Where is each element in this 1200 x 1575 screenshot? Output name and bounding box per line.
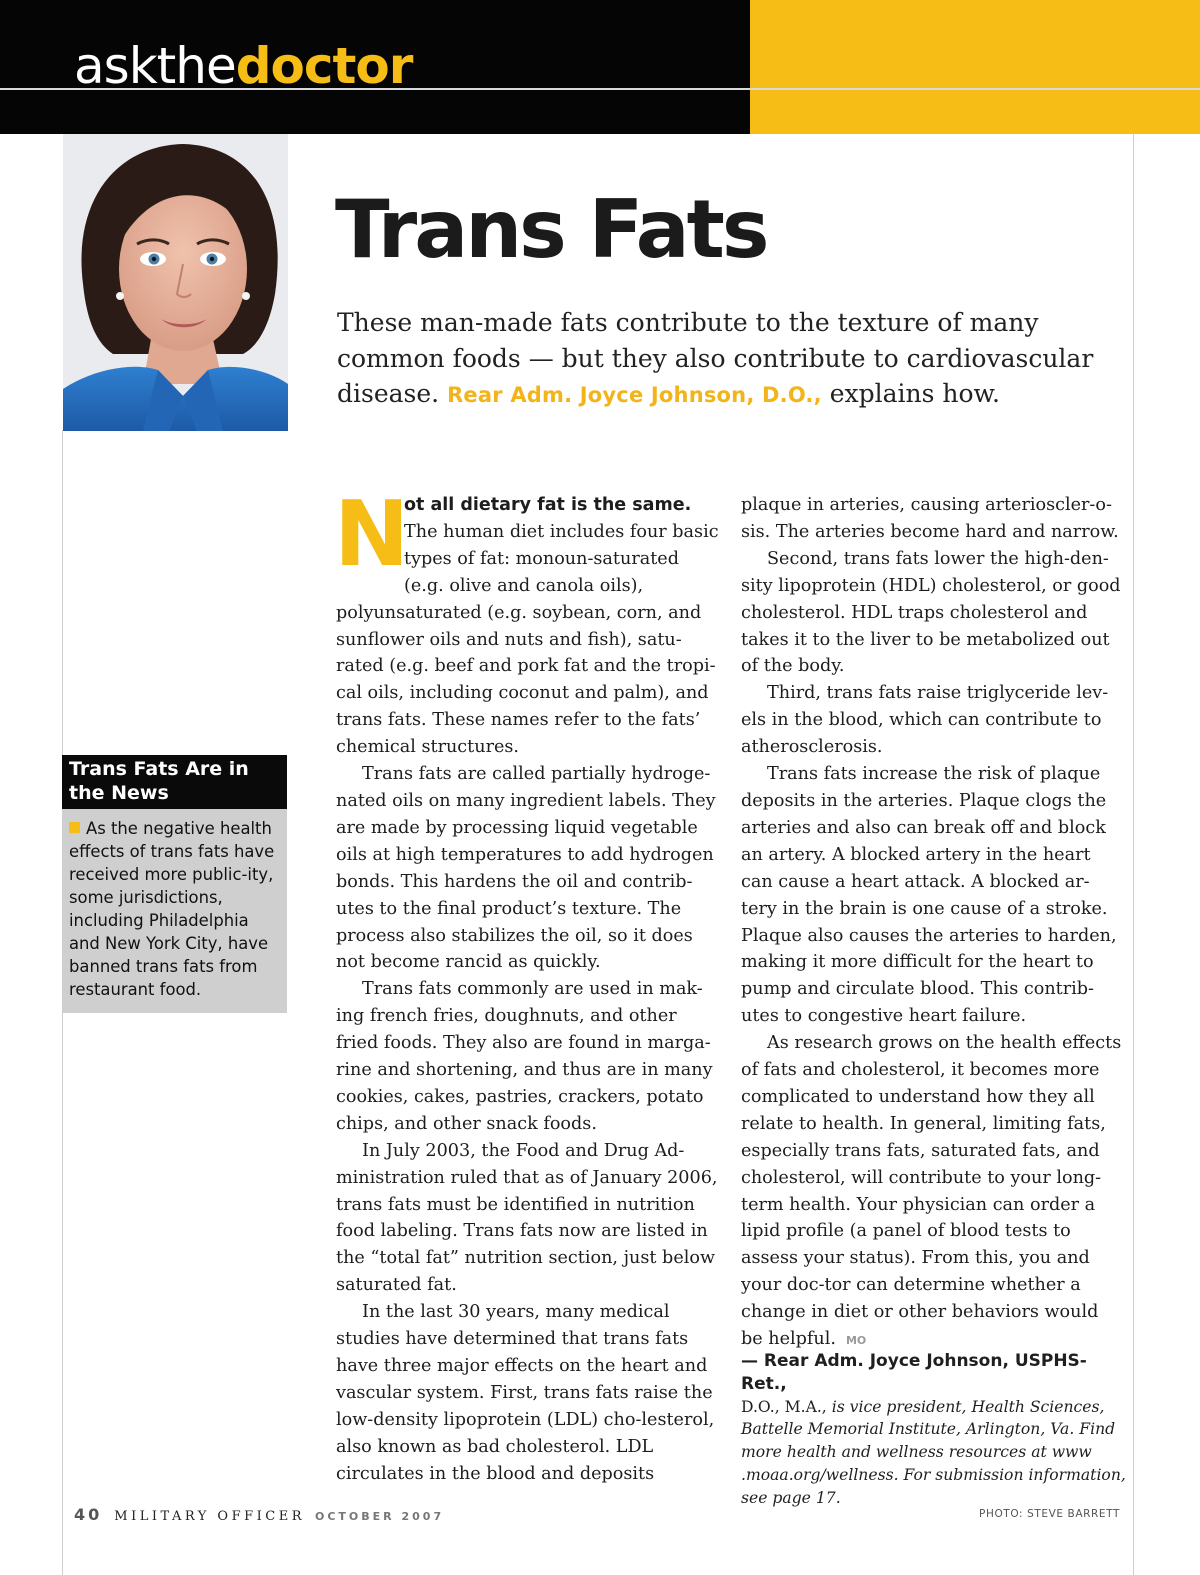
paragraph-1-body: The human diet includes four basic types of fat: monoun-saturated (e.g. olive and canola oils), polyunsaturated (e.g. soybean, corn, and sunflower oils and nuts and fish), satu-rated (e.g. beef and pork fat and the tropi-cal oils, including coconut and palm), and trans fats. These names refer to the fats’ chemical structures.	[336, 521, 719, 758]
signature-bio: is vice president, Health Sciences, Battelle Memorial Institute, Arlington, Va. Find more health and wellness resources at www .moaa.org/wellness. For submission information, see page 17.	[741, 1397, 1126, 1507]
publication-name: MILITARY OFFICER	[114, 1509, 305, 1524]
portrait-photo-icon	[63, 134, 288, 431]
author-signature	[741, 1350, 1126, 1510]
paragraph-2: Trans fats are called partially hydroge-nated oils on many ingredient labels. They are made by processing liquid vegetable oils at high temperatures to add hydrogen bonds. This hardens the oil and contrib-utes to the final product’s texture. The process also stabilizes the oil, so it does not become rancid as quickly.	[336, 764, 716, 973]
issue-date: OCTOBER 2007	[315, 1510, 445, 1523]
sidebar-box	[62, 809, 287, 1013]
article-column-2	[741, 492, 1123, 1355]
drop-cap: N	[334, 482, 410, 587]
logo-doctor: doctor	[235, 37, 413, 95]
bullet-square-icon	[69, 822, 80, 833]
article-title: Trans Fats	[335, 183, 767, 276]
sidebar-text: As the negative health effects of trans fats have received more public-ity, some jurisdictions, including Philadelphia and New York City, have banned trans fats from restaurant food.	[69, 819, 275, 999]
paragraph-1	[334, 482, 720, 761]
right-frame-rule	[1133, 134, 1134, 1575]
paragraph-5: In the last 30 years, many medical studies have determined that trans fats have three major effects on the heart and vascular system. First, trans fats raise the low-density lipoprotein (LDL) cho-lesterol, also known as bad cholesterol. LDL circulates in the blood and deposits	[336, 1302, 715, 1484]
paragraph-9: Trans fats increase the risk of plaque deposits in the arteries. Plaque clogs the arteries and also can break off and block an artery. A blocked artery in the heart can cause a heart attack. A blocked ar-tery in the brain is one cause of a stroke. Plaque also causes the arteries to harden, making it more difficult for the heart to pump and circulate blood. This contrib-utes to congestive heart failure.	[741, 764, 1117, 1027]
paragraph-7: Second, trans fats lower the high-den-sity lipoprotein (HDL) cholesterol, or good cholesterol. HDL traps cholesterol and takes it to the liver to be metabolized out of the body.	[741, 548, 1121, 677]
author-portrait	[63, 134, 288, 431]
signature-degrees: D.O., M.A.,	[741, 1397, 827, 1416]
paragraph-3: Trans fats commonly are used in mak-ing french fries, doughnuts, and other fried foods. They also are found in marga-rine and shortening, and thus are in many cookies, cakes, pastries, crackers, potato chips, and other snack foods.	[336, 979, 713, 1134]
sidebar-heading: Trans Fats Are in the News	[62, 755, 287, 809]
paragraph-8: Third, trans fats raise triglyceride lev-els in the blood, which can contribute to atherosclerosis.	[741, 683, 1109, 758]
paragraph-4: In July 2003, the Food and Drug Ad-ministration ruled that as of January 2006, trans fats must be identified in nutrition food labeling. Trans fats now are listed in the “total fat” nutrition section, just below saturated fat.	[336, 1140, 718, 1296]
paragraph-6: plaque in arteries, causing arterioscler-o-sis. The arteries become hard and narrow.	[741, 495, 1119, 542]
signature-name: — Rear Adm. Joyce Johnson, USPHS-Ret.,	[741, 1351, 1087, 1394]
deck-byline: Rear Adm. Joyce Johnson, D.O.,	[447, 383, 822, 407]
photo-credit: PHOTO: STEVE BARRETT	[979, 1508, 1120, 1520]
paragraph-10	[741, 1030, 1123, 1355]
logo-ask-the: askthe	[74, 37, 236, 95]
end-mark: MO	[845, 1334, 867, 1348]
deck-tail: explains how.	[829, 379, 1000, 408]
deck-text: These man-made fats contribute to the texture of many common foods — but they also contribute to cardiovascular disease.	[337, 308, 1094, 408]
article-column-1	[334, 482, 720, 1488]
page-folio	[74, 1505, 444, 1524]
page-number: 40	[74, 1505, 103, 1524]
article-deck	[337, 305, 1097, 414]
paragraph-10-body: As research grows on the health effects of fats and cholesterol, it becomes more complicated to understand how they all relate to health. In general, limiting fats, especially trans fats, saturated fats, and cholesterol, will contribute to your long-term health. Your physician can order a lipid profile (a panel of blood tests to assess your status). From this, you and your doc-tor can determine whether a change in diet or other behaviors would be helpful.	[741, 1033, 1122, 1350]
header-accent-block	[750, 0, 1200, 134]
column-logo	[74, 36, 412, 96]
lead-in: ot all dietary fat is the same.	[404, 495, 692, 515]
